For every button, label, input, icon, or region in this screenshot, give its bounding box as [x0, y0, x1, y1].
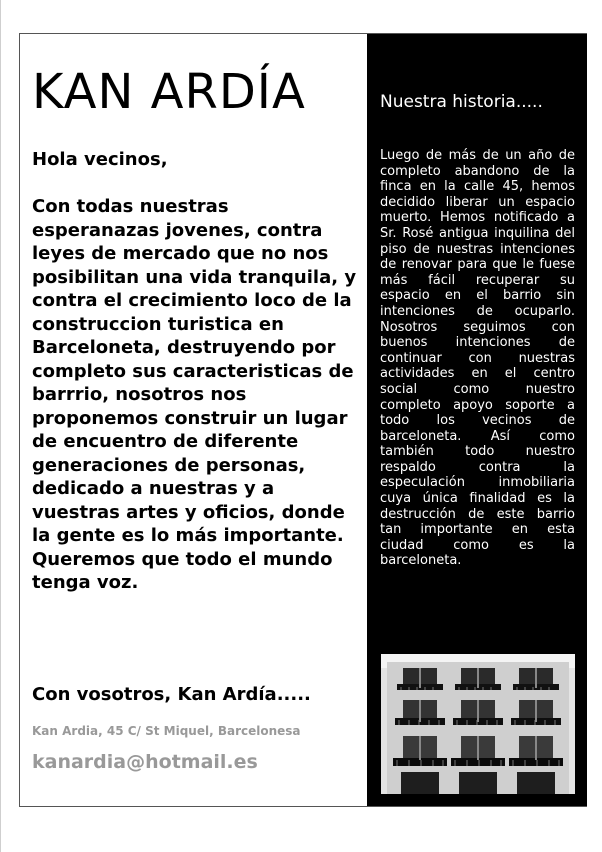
building-photo	[381, 654, 575, 794]
contact-email: kanardia@hotmail.es	[32, 751, 258, 773]
building-facade-illustration	[381, 654, 575, 794]
left-column	[20, 34, 367, 806]
page-edge	[0, 0, 1, 852]
manifesto-text: Con todas nuestras esperanazas jovenes, contra leyes de mercado que no nos posibilitan una vida tranquila, y contra el crecimiento loco de la construccion turistica en Barceloneta, destruyendo por completo sus caracteristicas de barrrio, nosotros nos proponemos construir un lugar de encuentro de diferente generaciones de personas, dedicado a nuestras y a vuestras artes y oficios, donde la gente es lo más importante. Queremos que todo el mundo tenga voz.	[32, 196, 357, 593]
greeting: Hola vecinos,	[32, 149, 168, 170]
history-text: Luego de más de un año de completo abandono de la finca en la calle 45, hemos decidido liberar un espacio muerto. Hemos notificado a Sr. Rosé antigua inquilina del piso de nuestras intenciones de renovar para que le fuese más fácil recuperar su espacio en el barrio sin intenciones de ocuparlo. Nosotros seguimos con buenos intenciones de continuar con nuestras actividades en el centro social como nuestro completo apoyo soporte a todo los vecinos de barceloneta. Así como también todo nuestro respaldo contra la especulación inmobiliaria cuya única finalidad es la destrucción de este barrio tan importante en esta ciudad como es la barceloneta.	[380, 148, 575, 569]
flyer	[19, 33, 587, 807]
address: Kan Ardia, 45 C/ St Miquel, Barcelonesa	[32, 724, 301, 738]
signoff: Con vosotros, Kan Ardía.....	[32, 684, 311, 705]
page-title: KAN ARDÍA	[32, 64, 306, 120]
history-column	[367, 34, 587, 806]
history-heading: Nuestra historia.....	[380, 92, 543, 112]
